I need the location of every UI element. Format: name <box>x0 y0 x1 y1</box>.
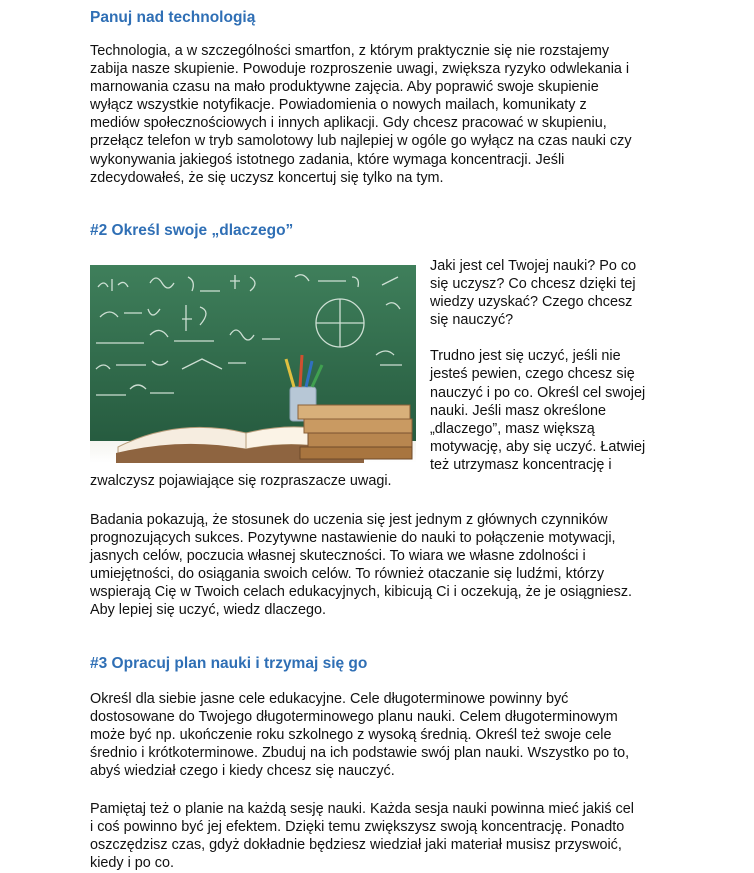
side-text-column <box>430 257 670 474</box>
text-line: może być np. ukończenie roku szkolnego z wysoką średnią. Określ też swoje cele <box>90 727 612 744</box>
text-line: zdecydowałeś, że się uczysz koncertuj się tylko na tym. <box>90 169 444 186</box>
text-line: Technologia, a w szczególności smartfon, z którym praktycznie się nie rozstajemy <box>90 43 610 59</box>
paragraph-technology <box>90 42 670 187</box>
text-line: marnowania czasu na mało produktywne zajęcia. Aby poprawić swoje skupienie <box>90 79 599 96</box>
text-line: mediów społecznościowych i innych aplikacji. Gdy chcesz pracować w skupieniu, <box>90 115 607 132</box>
chalkboard-books-image <box>90 265 416 463</box>
text-line: dostosowane do Twojego długoterminowego planu nauki. Celem długoterminowym <box>90 709 618 726</box>
paragraph-plan-goals <box>90 690 670 780</box>
text-line: jasnych celów, poczucia własnej skuteczności. To wiara we własne zdolności i <box>90 548 586 565</box>
text-line: prognozujących sukces. Pozytywne nastawienie do nauki to połączenie motywacji, <box>90 530 616 547</box>
text-line: też utrzymasz koncentrację i <box>430 456 612 473</box>
paragraph-why-questions <box>430 257 670 329</box>
text-line: się nauczyć? <box>430 312 514 329</box>
text-line: motywację, aby się uczyć. Łatwiej <box>430 438 646 455</box>
section-heading-why: #2 Określ swoje „dlaczego” <box>90 222 294 239</box>
text-line: się uczysz? Co chcesz dzięki tej <box>430 276 636 293</box>
text-line: Jaki jest cel Twojej nauki? Po co <box>430 258 637 274</box>
paragraph-plan-session <box>90 800 670 872</box>
section-heading-technology: Panuj nad technologią <box>90 9 256 26</box>
wrap-line <box>90 472 670 490</box>
text-line: przełącz telefon w tryb samolotowy lub najlepiej w ogóle go wyłącz na czas nauki czy <box>90 133 632 150</box>
text-line: nauczyć i po co. Określ cel swojej <box>430 384 646 401</box>
text-line: Trudno jest się uczyć, jeśli nie <box>430 348 621 365</box>
text-line: zabija nasze skupienie. Powoduje rozproszenie uwagi, zwiększa ryzyko odwlekania i <box>90 61 630 78</box>
text-line: wyłącz wszystkie notyfikacje. Powiadomienia o nowych mailach, komunikaty z <box>90 97 587 114</box>
text-line: nauki. Jeśli masz określone <box>430 402 606 419</box>
text-line: wykonywania jakiegoś istotnego zadania, które wymaga koncentracji. Jeśli <box>90 151 565 168</box>
text-line: Określ dla siebie jasne cele edukacyjne. Cele długoterminowe powinny być <box>90 691 569 707</box>
text-line: średnio i krótkoterminowe. Zbuduj na ich podstawie swój plan nauki. Wszystko po to, <box>90 745 630 762</box>
paragraph-why-goal <box>430 347 670 474</box>
text-line: Pamiętaj też o planie na każdą sesję nauki. Każda sesja nauki powinna mieć jakiś cel <box>90 801 634 817</box>
section-heading-plan: #3 Opracuj plan nauki i trzymaj się go <box>90 655 368 672</box>
text-line: abyś wiedział czego i kiedy chcesz się nauczyć. <box>90 763 395 780</box>
text-line: umiejętności, do osiągania swoich celów. To również otaczanie się ludźmi, którzy <box>90 566 605 583</box>
text-line: oszczędzisz czas, gdyż dokładnie będziesz wiedział jaki materiał musisz przyswoić, <box>90 837 622 854</box>
text-line: zwalczysz pojawiające się rozpraszacze uwagi. <box>90 473 392 489</box>
text-line: „dlaczego”, masz większą <box>430 420 595 437</box>
text-line: wspierają Cię w Twoich celach edukacyjnych, kibicują Ci i oczekują, że je osiągniesz. <box>90 584 633 601</box>
text-line: kiedy i po co. <box>90 855 174 872</box>
text-line: i coś powinno być jej efektem. Dzięki temu zwiększysz swoją koncentrację. Ponadto <box>90 819 625 836</box>
paragraph-research <box>90 511 670 620</box>
text-line: Aby lepiej się uczyć, wiedz dlaczego. <box>90 602 326 619</box>
text-line: jesteś pewien, czego chcesz się <box>430 366 635 383</box>
text-line: Badania pokazują, że stosunek do uczenia się jest jednym z głównych czynników <box>90 512 608 528</box>
text-line: wiedzy uzyskać? Czego chcesz <box>430 294 633 311</box>
